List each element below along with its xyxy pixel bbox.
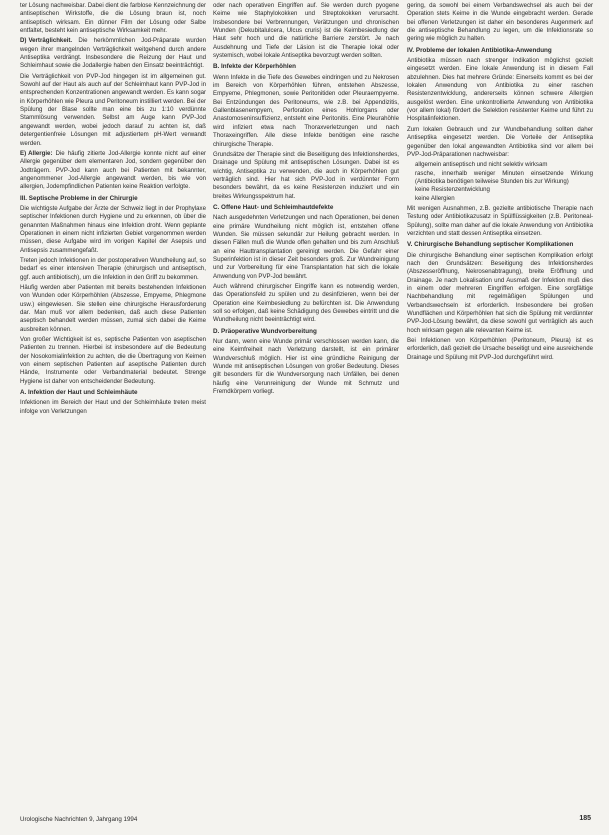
section-heading: III. Septische Probleme in der Chirurgie <box>20 194 138 202</box>
paragraph: oder nach operativen Eingriffen auf. Sie werden durch pyogene Keime wie Staphylokokken und Streptokokken verursacht. Insbesondere bei Verbrennungen, Verätzungen und chronischen Wunden (Dekubitalulcera, Ulcus cruris) ist die Keimbesiedlung der Haut sehr hoch und die natürliche Barriere zerstört. Je nach Ausdehnung und Tiefe der Läsion ist die Therapie lokal oder systemisch, wobei lokale Antiseptika bevorzugt werden sollten. <box>213 2 399 60</box>
subsection-heading: A. Infektion der Haut und Schleimhäute <box>20 389 138 397</box>
paragraph: Die chirurgische Behandlung einer septischen Komplikation erfolgt nach den Grundsätzen: Beseitigung des Infektionsherdes (Abszesseröffnung, Nekrosenabtragung), breite Eröffnung und Drainage. Je nach Lokalisation und Ausmaß der Infektion muß dies in einem oder mehreren Eingriffen erfolgen. Eine sorgfältige Nachbehandlung mit regelmäßigen Spülungen und Verbandswechseln ist erforderlich. Insbesondere bei großen Wundflächen und Körperhöhlen hat sich die Spülung mit verdünnter PVP-Jod-Lösung bewährt, da diese sowohl gut verträglich als auch hoch wirksam gegen alle relevanten Keime ist. <box>407 251 593 334</box>
text-column-2 <box>213 2 399 808</box>
paragraph-heading: Allergie: <box>28 149 53 157</box>
advantages-list <box>407 161 593 203</box>
paragraph: Antibiotika müssen nach strenger Indikation möglichst gezielt eingesetzt werden. Eine lokale Anwendung ist in diesem Fall abzulehnen. Dies hat mehrere Gründe: Einerseits kommt es bei der lokalen Anwendung von Antibiotika zu einer raschen Resistenzentwicklung, andererseits können schwere Allergien ausgelöst werden. Eine unkontrollierte Anwendung von Antibiotika (vor allem lokal) fördert die Selektion resistenter Keime und führt zu Hospitalinfektionen. <box>407 57 593 123</box>
page-number: 185 <box>579 815 591 822</box>
paragraph-label: D) <box>20 37 27 45</box>
paragraph: gering, da sowohl bei einem Verbandswechsel als auch bei der Operation stets Keime in die Wunde eingebracht werden. Gerade bei offenen Verletzungen ist daher ein besonderes Augenmerk auf die antiseptische Behandlung zu legen, um die Infektionsrate so gering wie möglich zu halten. <box>407 2 593 43</box>
paragraph: Häufig werden aber Patienten mit bereits bestehenden Infektionen von Wunden oder Körperhöhlen (Abszesse, Empyeme, Phlegmone usw.) eingewiesen. Sie stellen eine chirurgische Herausforderung dar. Man muß vor allem bedenken, daß auch diese Patienten aseptisch behandelt werden müssen, zumal sich dabei die Keime ausbreiten können. <box>20 284 206 333</box>
paragraph: Die wichtigste Aufgabe der Ärzte der Schweiz liegt in der Prophylaxe septischer Infektionen durch Hygiene und zu erkennen, ob über die genannten Maßnahmen hinaus eine Infektion droht. Wenn geplante Operationen in einem nicht infizierten Gebiet vorgenommen werden müssen, diese Aufgabe wird im vorigen Kapitel der Asepsis und Antisepsis zusammengefaßt. <box>20 204 206 254</box>
text-column-3 <box>407 2 593 808</box>
paragraph: Nur dann, wenn eine Wunde primär verschlossen werden kann, die eine Keimfreiheit nach Verletzung darstellt, ist ein primärer Wundverschluß möglich. Hier ist eine gründliche Reinigung der Wunde mit antiseptischen Lösungen von großer Bedeutung. Dieses gilt besonders für die Wundversorgung nach Unfällen, bei denen häufig eine Verunreinigung der Wunde mit Schmutz und Fremdkörpern vorliegt. <box>213 338 399 396</box>
paragraph: Bei Infektionen von Körperhöhlen (Peritoneum, Pleura) ist es erforderlich, daß gezielt die Ursache beseitigt und eine ausreichende Drainage und Spülung mit PVP-Jod durchgeführt wird. <box>407 337 593 361</box>
paragraph: Infektionen im Bereich der Haut und der Schleimhäute treten meist infolge von Verletzungen <box>20 399 206 415</box>
list-item: • keine Resistenzentwicklung <box>415 186 593 194</box>
paragraph: Die Verträglichkeit von PVP-Jod hingegen ist im allgemeinen gut. Sowohl auf der Haut als auch auf der Schleimhaut kann PVP-Jod in entsprechenden Konzentrationen angewandt werden. Es kann sogar in Körperhöhlen wie Pleura und Peritoneum instilliert werden. Bei der Spülung der Blase sollte man eine bis zu 1:10 verdünnte Stammlösung verwenden. Selbst am Auge kann PVP-Jod angewandt werden, wobei jedoch darauf zu achten ist, daß detergentienfreie Lösungen mit adjustiertem pH-Wert verwandt werden. <box>20 72 206 147</box>
list-item: • allgemein antiseptisch und nicht selektiv wirksam <box>415 161 593 169</box>
paragraph: Auch während chirurgischer Eingriffe kann es notwendig werden, das Operationsfeld zu spülen und zu desinfizieren, wenn bei der Operation eine Keimbesiedlung zu befürchten ist. Die Anwendung soll so erfolgen, daß keine Schädigung des Gewebes eintritt und die Wundheilung nicht beeinträchtigt wird. <box>213 283 399 324</box>
section-heading: IV. Probleme der lokalen Antibiotika-Anwendung <box>407 46 552 54</box>
paragraph: Mit wenigen Ausnahmen, z.B. gezielte antibiotische Therapie nach Testung oder Antibiotikazusatz in Spülflüssigkeiten (z.B. Peritoneal-Spülung), sollte man daher auf die lokale Anwendung von Antibiotika verzichten und statt dessen Antiseptika einsetzen. <box>407 204 593 237</box>
subsection-heading: D. Präoperative Wundvorbereitung <box>213 327 317 335</box>
list-item: • keine Allergien <box>415 195 593 203</box>
page-footer <box>20 816 591 826</box>
subsection-heading: B. Infekte der Körperhöhlen <box>213 63 296 71</box>
paragraph: Nach ausgedehnten Verletzungen und nach Operationen, bei denen eine primäre Wundheilung nicht möglich ist, entstehen offene Wunden. Sie müssen sekundär zur Heilung gebracht werden. In diesen Fällen muß die Wunde offen gehalten und bis zum Anschluß an eine Hauttransplantation gereinigt werden. Die Gefahr einer Superinfektion ist in dieser Zeit besonders groß. Zur Wundreinigung und zur Vorbereitung für eine Transplantation hat sich die lokale Anwendung von PVP-Jod bewährt. <box>213 214 399 280</box>
list-item: • rasche, innerhalb weniger Minuten einsetzende Wirkung (Antibiotika benötigen teilweise Stunden bis zur Wirkung) <box>415 170 593 187</box>
paragraph-label: E) <box>20 149 27 157</box>
paragraph: Grundsätze der Therapie sind: die Beseitigung des Infektionsherdes, Drainage und Spülung mit antiseptischen Lösungen. Dabei ist es wichtig, Antiseptika zu verwenden, die auch in Körperhöhlen gut verträglich sind. Hier hat sich PVP-Jod in verdünnter Form besonders bewährt, da es keine Resistenzen induziert und ein breites Wirkungsspektrum hat. <box>213 150 399 200</box>
text-column-1 <box>20 2 206 808</box>
paragraph: Zum lokalen Gebrauch und zur Wundbehandlung sollten daher Antiseptika eingesetzt werden. Die Vorteile der Antiseptika gegenüber den lokal angewandten Antibiotika sind vor allem bei PVP-Jod-Präparationen nachweisbar: <box>407 125 593 158</box>
paragraph: Treten jedoch Infektionen in der postoperativen Wundheilung auf, so bedarf es einer intensiven Therapie (chirurgisch und antiseptisch, ggf. auch antibiotisch), um die Infektion in den Griff zu bekommen. <box>20 256 206 281</box>
paragraph-heading: Verträglichkeit. <box>28 37 73 45</box>
section-heading: V. Chirurgische Behandlung septischer Komplikationen <box>407 241 574 249</box>
paragraph <box>20 150 206 192</box>
subsection-heading: C. Offene Haut- und Schleimhautdefekte <box>213 203 334 211</box>
paragraph <box>20 37 206 70</box>
journal-citation: Urologische Nachrichten 9, Jahrgang 1994 <box>20 816 138 823</box>
paragraph: Von großer Wichtigkeit ist es, septische Patienten von aseptischen Patienten zu trennen. Hierbei ist insbesondere auf die Bedeutung der Nosokomialinfektion zu achten, die die Übertragung von Keimen von einem septischen Patienten auf aseptische Patienten durch Hände, Instrumente oder Verbandmaterial bedeutet. Strenge Hygiene ist daher von entscheidender Bedeutung. <box>20 336 206 385</box>
paragraph: ter Lösung nachweisbar. Dabei dient die farblose Kennzeichnung der antiseptischen Wirkstoffe, die die Lösung braun ist, noch antiseptisch wirksam. Ein dünner Film der Lösung oder Salbe entfaltet, besteht kein antiseptische Wirksamkeit mehr. <box>20 2 206 35</box>
paragraph-text: Die häufig zitierte Jod-Allergie konnte nicht auf einer Allergie gegenüber dem elementaren Jod, sondern gegenüber den Jodträgern. PVP-Jod kann auch bei Patienten mit bekannter, angenommener Jod-Allergie angewandt werden, bis wie von allergien, Jodempfindlichen Patienten keine Reaktion verfolgte. <box>20 149 206 191</box>
paragraph-text: Die herkömmlichen Jod-Präparate wurden wegen ihrer mangelnden Verträglichkeit weitgehend durch andere Antiseptika verdrängt. Insbesondere die Reizung der Haut und Schleimhaut sowie die Jodallergie haben den Einsatz beeinträchtigt. <box>20 37 206 70</box>
paragraph: Wenn Infekte in die Tiefe des Gewebes eindringen und zu Nekrosen im Bereich von Körperhöhlen führen, entstehen Abszesse, Empyeme, Phlegmonen, sowie Peritonitiden oder Pleuraempyeme. Bei Entzündungen des Peritoneums, wie z.B. bei Appendizitis, Gallenblasenempyem, Perforation eines Hohlorgans oder Anastomoseninsuffizienz, entsteht eine Peritonitis. Eine Pleurahöhle wird infiziert etwa nach Thoraxverletzungen und nach Thoraxeingriffen. Alle diese Infekte benötigen eine rasche chirurgische Therapie. <box>213 73 399 148</box>
